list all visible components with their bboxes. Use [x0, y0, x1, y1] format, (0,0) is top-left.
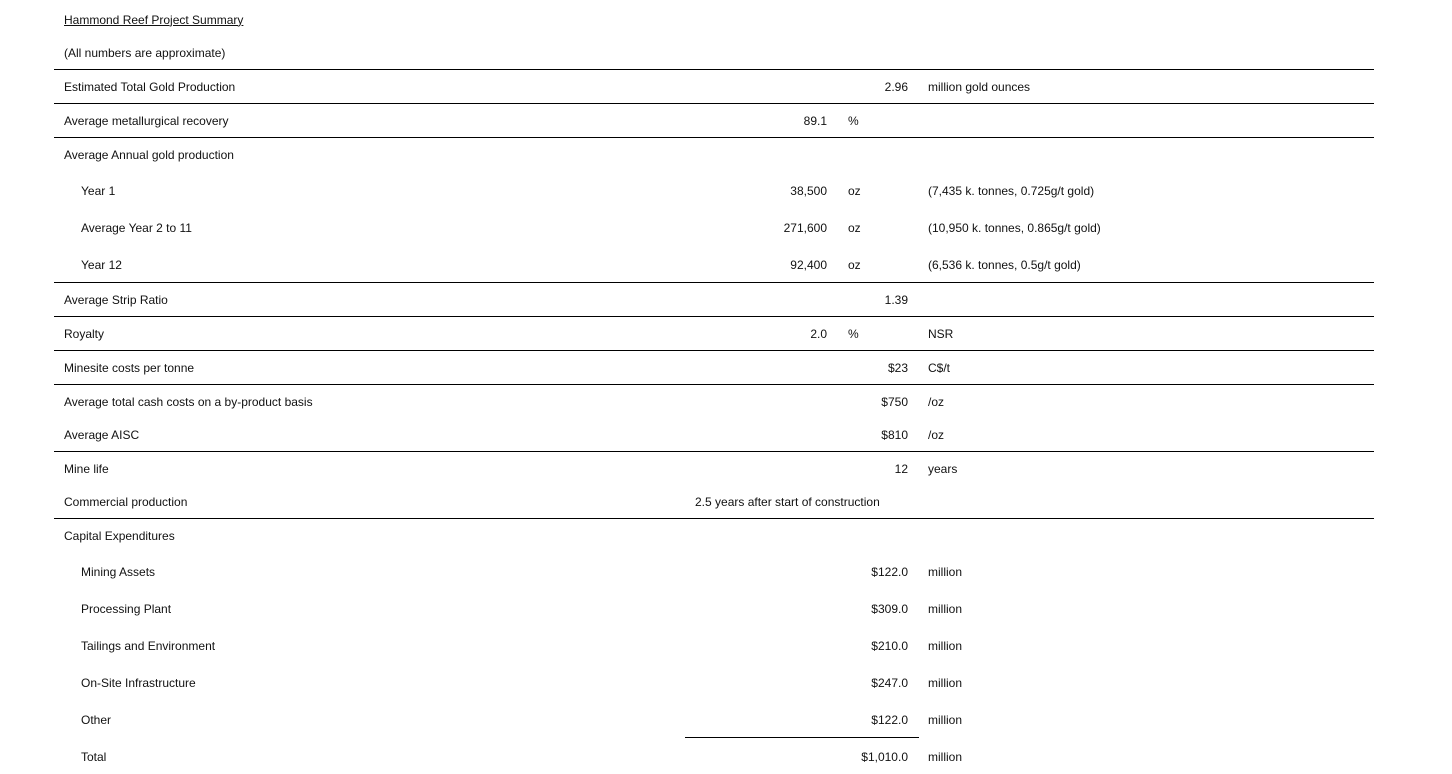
subtitle-row	[54, 36, 1374, 69]
table-row	[54, 282, 1374, 316]
row-value: $247.0	[871, 675, 908, 690]
row-label: Total	[81, 749, 107, 764]
row-value: 2.5 years after start of construction	[695, 494, 880, 509]
row-value: 12	[894, 461, 908, 476]
table-row	[54, 592, 1374, 625]
row-label: Average Strip Ratio	[64, 292, 168, 307]
table-row	[54, 103, 1374, 137]
row-label: Minesite costs per tonne	[64, 360, 195, 375]
row-unit: oz	[848, 183, 861, 198]
row-note: million	[928, 675, 963, 690]
row-note: million	[928, 749, 963, 764]
row-label: Average metallurgical recovery	[64, 113, 229, 128]
row-value: 38,500	[790, 183, 827, 198]
row-label: Tailings and Environment	[81, 638, 216, 653]
row-note: million	[928, 638, 963, 653]
row-value: 2.96	[884, 79, 908, 94]
table-row	[54, 485, 1374, 518]
row-label: Other	[81, 712, 112, 727]
row-note: (10,950 k. tonnes, 0.865g/t gold)	[928, 220, 1101, 235]
row-note: (6,536 k. tonnes, 0.5g/t gold)	[928, 257, 1081, 272]
row-label: Year 12	[81, 257, 122, 272]
row-unit: oz	[848, 257, 861, 272]
row-label: Estimated Total Gold Production	[64, 79, 236, 94]
title-row	[54, 3, 1374, 36]
row-note: million gold ounces	[928, 79, 1031, 94]
row-label: Average Annual gold production	[64, 147, 234, 162]
table-row	[54, 174, 1374, 207]
row-value: $810	[881, 427, 908, 442]
row-label: Mine life	[64, 461, 109, 476]
row-note: /oz	[928, 394, 945, 409]
document-subtitle: (All numbers are approximate)	[64, 45, 226, 60]
table-row	[54, 518, 1374, 552]
table-row	[54, 137, 1374, 171]
table-row	[54, 418, 1374, 451]
row-value: $122.0	[871, 564, 908, 579]
row-unit: %	[848, 326, 859, 341]
row-value: $1,010.0	[861, 749, 908, 764]
row-note: million	[928, 712, 963, 727]
table-row	[54, 703, 1374, 736]
table-row	[54, 666, 1374, 699]
row-label: Average total cash costs on a by-product basis	[64, 394, 313, 409]
row-label: Processing Plant	[81, 601, 172, 616]
document-title[interactable]: Hammond Reef Project Summary	[64, 12, 244, 27]
row-value: $750	[881, 394, 908, 409]
table-row	[54, 350, 1374, 384]
table-row	[54, 211, 1374, 244]
row-note: C$/t	[928, 360, 951, 375]
row-label: Capital Expenditures	[64, 528, 175, 543]
row-note: NSR	[928, 326, 954, 341]
row-label: Mining Assets	[81, 564, 156, 579]
table-row	[54, 69, 1374, 103]
row-label: On-Site Infrastructure	[81, 675, 196, 690]
row-note: million	[928, 564, 963, 579]
row-value: $210.0	[871, 638, 908, 653]
table-row	[54, 629, 1374, 662]
table-row	[54, 316, 1374, 350]
row-note: (7,435 k. tonnes, 0.725g/t gold)	[928, 183, 1095, 198]
row-value: 1.39	[884, 292, 908, 307]
table-row-total	[54, 740, 1374, 773]
table-row	[54, 384, 1374, 418]
subtotal-rule	[685, 737, 919, 738]
row-value: 2.0	[810, 326, 827, 341]
table-row	[54, 555, 1374, 588]
row-label: Commercial production	[64, 494, 188, 509]
row-label: Royalty	[64, 326, 105, 341]
row-value: $122.0	[871, 712, 908, 727]
row-note: /oz	[928, 427, 945, 442]
row-value: 271,600	[783, 220, 827, 235]
row-unit: oz	[848, 220, 861, 235]
row-label: Average Year 2 to 11	[81, 220, 192, 235]
row-unit: %	[848, 113, 859, 128]
table-row	[54, 248, 1374, 281]
row-label: Year 1	[81, 183, 116, 198]
row-label: Average AISC	[64, 427, 140, 442]
row-value: $23	[887, 360, 908, 375]
row-value: 92,400	[790, 257, 827, 272]
row-value: $309.0	[871, 601, 908, 616]
row-note: years	[928, 461, 958, 476]
table-row	[54, 451, 1374, 485]
row-note: million	[928, 601, 963, 616]
row-value: 89.1	[803, 113, 827, 128]
